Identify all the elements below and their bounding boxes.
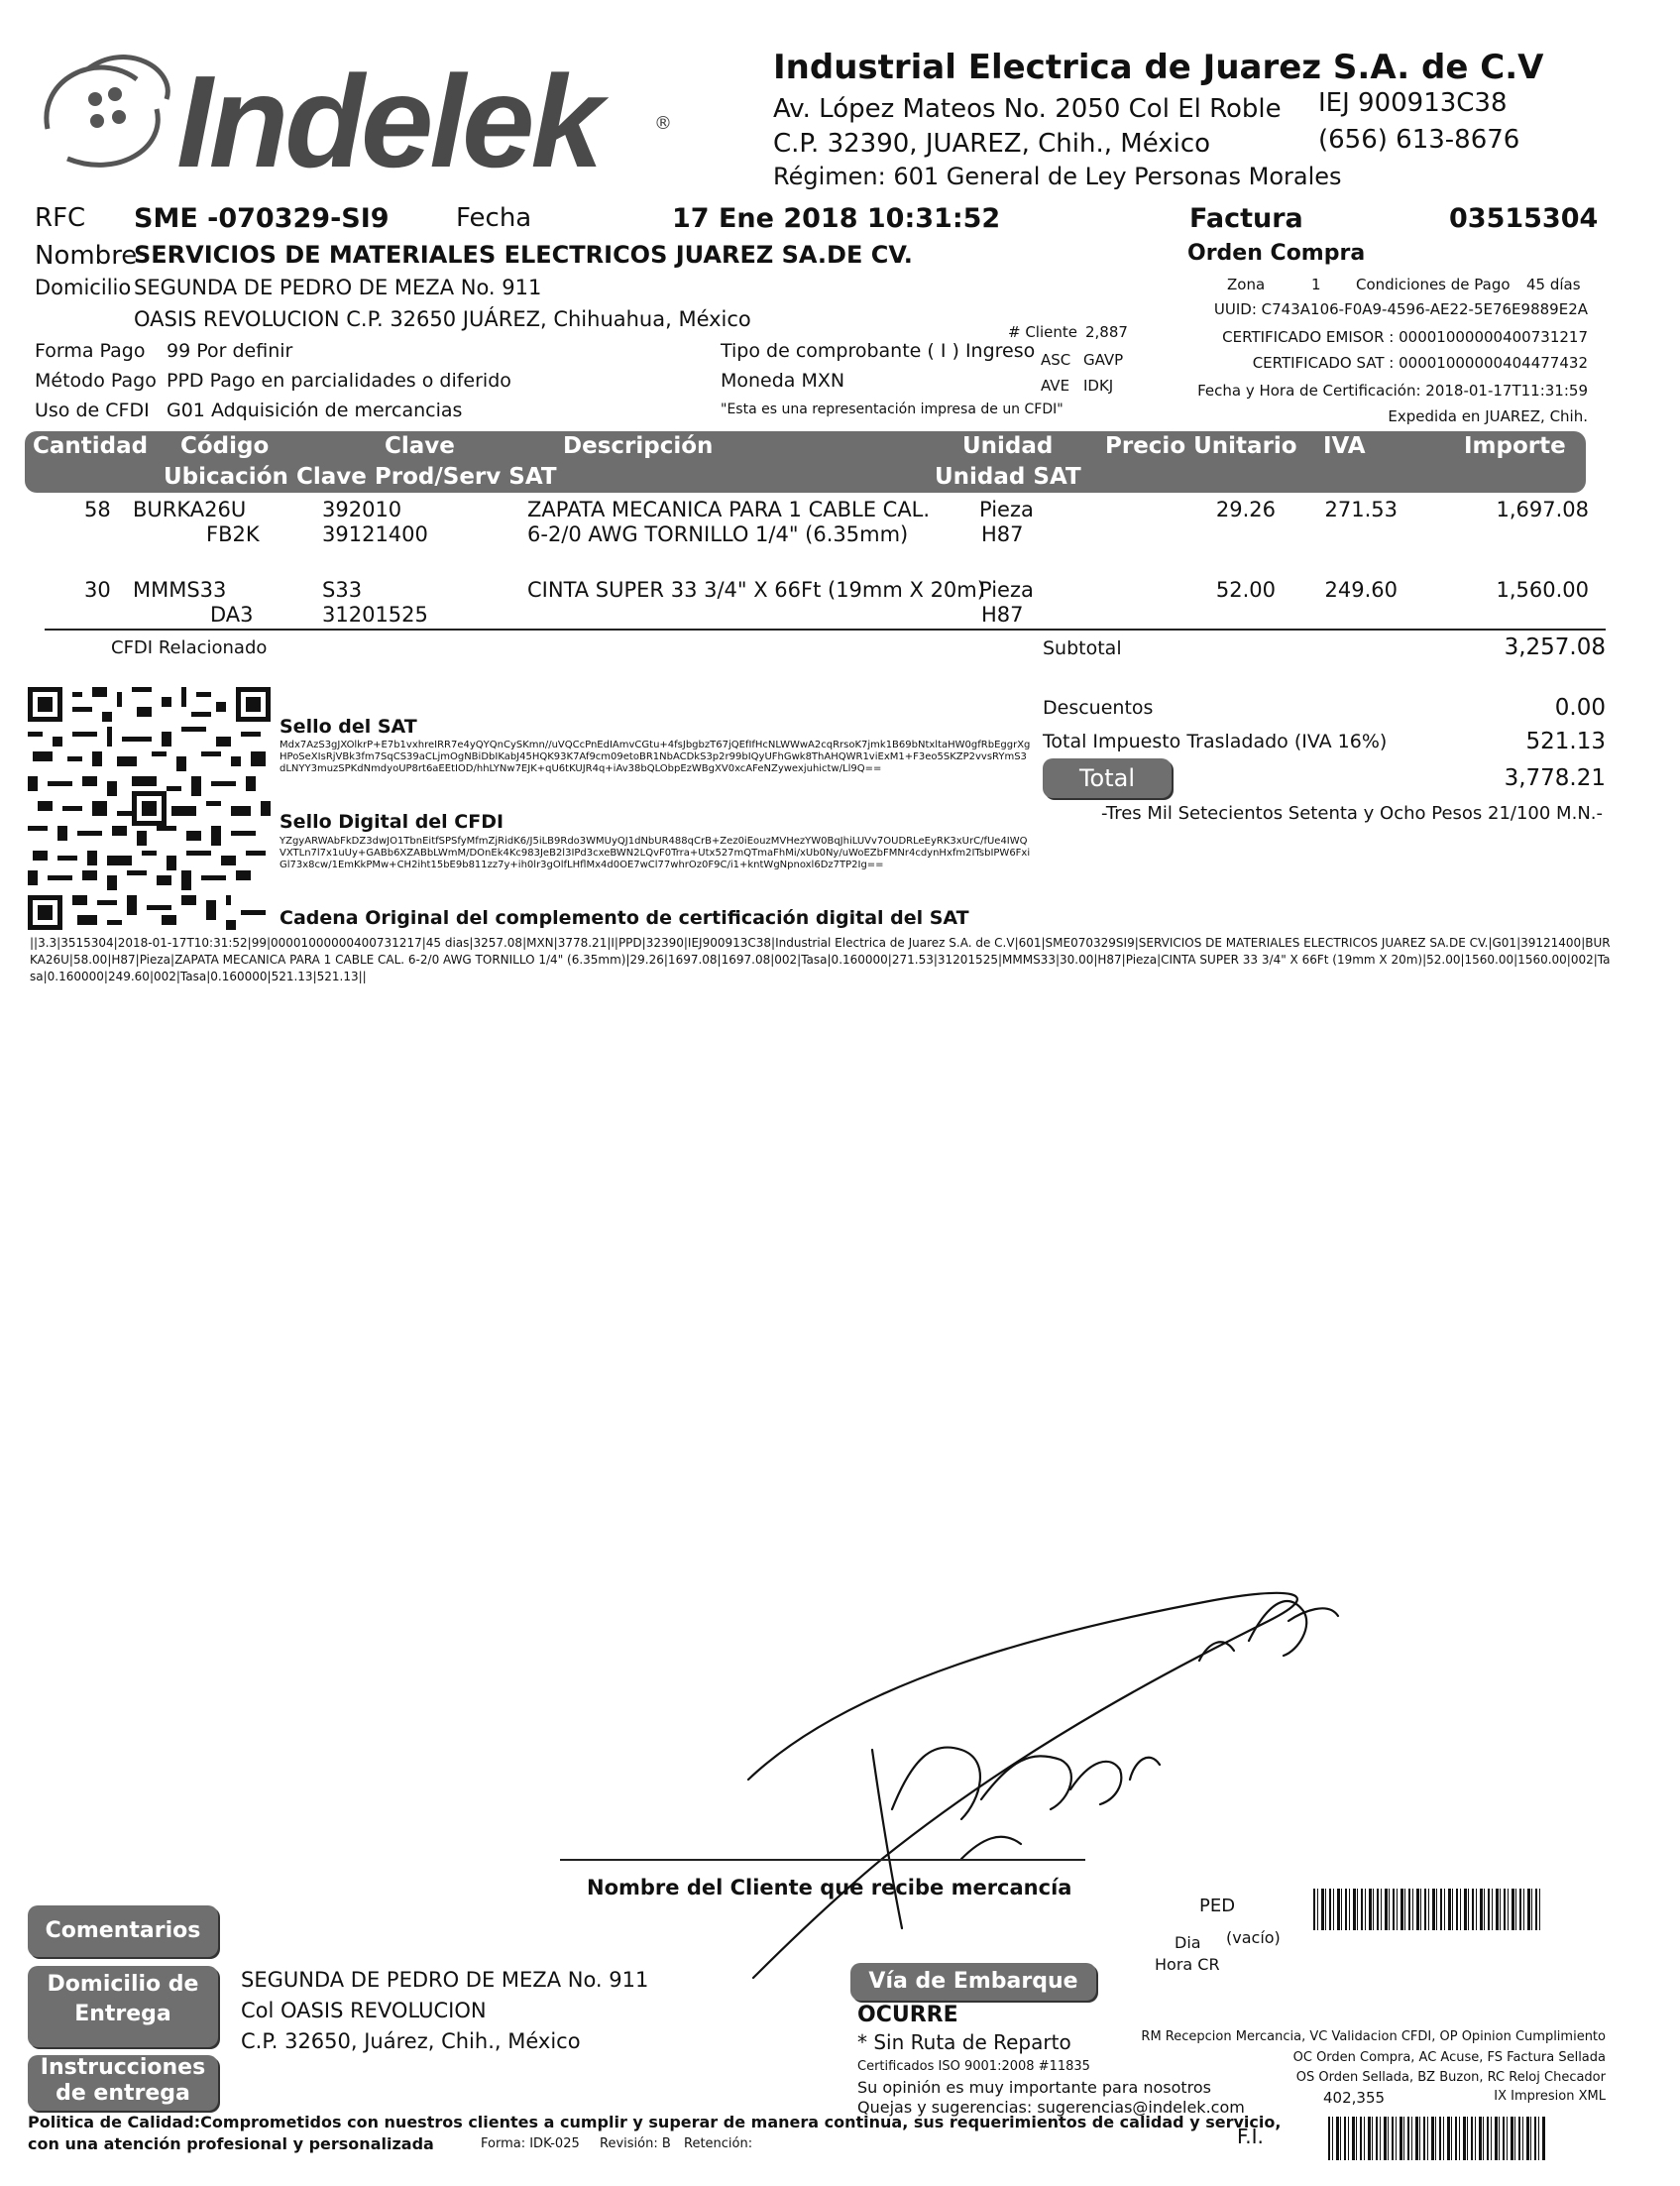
dia-label: Dia	[1175, 1933, 1201, 1952]
cliente-label: # Cliente	[1008, 323, 1077, 341]
cadena-original-text: ||3.3|3515304|2018-01-17T10:31:52|99|00001000000400731217|45 dias|3257.08|MXN|3778.21|I|PPD|32390|IEJ900913C38|Industrial Electrica de Juarez S.A. de C.V|601|SME070329SI9|SERVICIOS DE MATERIALES ELECTRICOS JUAREZ SA.DE CV.|G01|39121400|BURKA26U|58.00|H87|Pieza|ZAPATA MECANICA PARA 1 CABLE CAL. 6-2/0 AWG TORNILLO 1/4" (6.35mm)|29.26|1697.08|1697.08|002|Tasa|0.160000|271.53|31201525|MMMS33|30.00|H87|Pieza|CINTA SUPER 33 3/4" X 66Ft (19mm X 20m)|52.00|1560.00|1560.00|002|Tasa|0.160000|249.60|002|Tasa|0.160000|521.13|521.13||	[30, 936, 1611, 983]
legend-line1: RM Recepcion Mercancia, VC Validacion CFDI, OP Opinion Cumplimiento	[1141, 2029, 1606, 2044]
domicilio-label: Domicilio	[35, 276, 132, 299]
asc-label: ASC	[1041, 351, 1071, 369]
zona-label: Zona	[1227, 276, 1266, 293]
cell-iva: 271.53	[1324, 498, 1398, 521]
cell-cantidad: 58	[84, 498, 111, 521]
cell-unidad-sat: H87	[981, 522, 1024, 546]
entrega-line1: SEGUNDA DE PEDRO DE MEZA No. 911	[241, 1968, 649, 1992]
cell-precio: 29.26	[1215, 498, 1276, 521]
asc-value: GAVP	[1083, 351, 1124, 369]
legend-line3: OS Orden Sellada, BZ Buzon, RC Reloj Checador	[1295, 2070, 1606, 2085]
cell-clave-sat: 31201525	[322, 603, 428, 627]
impuesto-label: Total Impuesto Trasladado (IVA 16%)	[1043, 731, 1388, 752]
qr-code-icon	[28, 687, 271, 930]
cell-descripcion: ZAPATA MECANICA PARA 1 CABLE CAL.	[527, 498, 931, 521]
forma-pago-label: Forma Pago	[35, 340, 146, 362]
company-name: Industrial Electrica de Juarez S.A. de C.V	[773, 48, 1544, 87]
table-header-bar	[25, 431, 1586, 493]
rfc-value: SME -070329-SI9	[134, 203, 390, 234]
retencion: Retención:	[684, 2136, 753, 2151]
expedida-en: Expedida en JUAREZ, Chih.	[1388, 407, 1588, 425]
fecha-certificacion: Fecha y Hora de Certificación: 2018-01-17T11:31:59	[1197, 382, 1588, 400]
dia-value: (vacío)	[1226, 1928, 1281, 1947]
total-letras: -Tres Mil Setecientos Setenta y Ocho Pesos 21/100 M.N.-	[1101, 803, 1603, 824]
cell-unidad-sat: H87	[981, 603, 1024, 627]
sello-cfdi-text: YZgyARWAbFkDZ3dwJO1TbnEitfSPSfyMfmZjRidK6/J5iLB9Rdo3WMUyQJ1dNbUR488qCrB+Zez0iEouzMVHezYW0BqJhiLUVv7OUDRLeEyRK3xUrC/fUe4IWQVXTLn7l7x1uUy+GABb6XZABbLWmM/DOnEk4Kc983JeB2l3IPd3cxeBWN2LQvF0Trra+Utx527mQTmaFhMi/xUb0Ny/uWoEZbFMNr4cdynHxfm2ITsbIPW6FxiGl73x8cw/1EmKkPMw+CH2iht15bE9b811zz7y+ih0lr3gOlfLHflMx4d0OE7wCl77whrOz0F9C/i1+kntWgNpnoxl6Dz7TP2Ig==	[280, 836, 1031, 870]
logo-text: Indelek	[176, 49, 600, 188]
col-codigo: Código	[180, 433, 270, 459]
company-logo	[28, 40, 702, 188]
cell-clave: S33	[322, 578, 363, 602]
uso-cfdi-value: G01 Adquisición de mercancias	[167, 400, 463, 421]
col-clave-sat: Clave Prod/Serv SAT	[296, 464, 557, 490]
cell-clave-sat: 39121400	[322, 522, 428, 546]
sello-sat-text: Mdx7AzS3gJXOlkrP+E7b1vxhreIRR7e4yQYQnCySKmn//uVQCcPnEdIAmvCGtu+4fsJbgbzT67jQEfIfHcNLWWwA2cqRrsoK7jmk1B69bNtxltaHW0gfRbEggrXgHPoSeXIsRjVBk3fm7SqCS39aCLjmOgNBiDbIKabJ45HQK93K7Af9cm09etoBR1NbACDkS3p2r99bIQyUFhGwk8ThAHQWR1viExM1+F3eo5SKZP2vvsRYmS3dLNYY3muzSPKdNmdyoUP8rt6aEEtIOD/hhLYNw7EJK+qU6tKUJR4q+iAv38bQLObpEzWBgXV0xcAFeNZywexjuhictw/Ll9Q==	[280, 740, 1031, 774]
col-ubicacion: Ubicación	[164, 464, 288, 490]
metodo-pago-value: PPD Pago en parcialidades o diferido	[167, 370, 511, 392]
orden-compra-label: Orden Compra	[1187, 241, 1366, 266]
table-divider	[45, 629, 1606, 631]
cell-codigo: MMMS33	[133, 578, 227, 602]
cell-precio: 52.00	[1215, 578, 1276, 602]
tipo-comprobante: Tipo de comprobante ( I ) Ingreso	[721, 340, 1036, 362]
fecha-label: Fecha	[456, 203, 532, 233]
hora-cr-label: Hora CR	[1155, 1955, 1220, 1974]
col-iva: IVA	[1323, 433, 1366, 459]
company-address1: Av. López Mateos No. 2050 Col El Roble	[773, 94, 1282, 124]
total-value: 3,778.21	[1504, 765, 1606, 791]
domicilio-line1: SEGUNDA DE PEDRO DE MEZA No. 911	[134, 276, 542, 299]
domicilio-entrega-label: Domicilio de Entrega	[28, 1966, 218, 2047]
via-embarque-label: Vía de Embarque	[850, 1963, 1096, 2001]
instrucciones-entrega-label: Instrucciones de entrega	[28, 2055, 218, 2111]
cliente-value: 2,887	[1085, 323, 1128, 341]
uuid: UUID: C743A106-F0A9-4596-AE22-5E76E9889E2A	[1213, 300, 1588, 318]
ocurre: OCURRE	[857, 2003, 958, 2027]
revision: Revisión: B	[600, 2136, 671, 2151]
factura-label: Factura	[1189, 203, 1303, 234]
col-unidad-sat: Unidad SAT	[935, 464, 1081, 490]
cadena-original-label: Cadena Original del complemento de certificación digital del SAT	[280, 907, 969, 929]
company-address2: C.P. 32390, JUAREZ, Chih., México	[773, 129, 1211, 159]
fecha-value: 17 Ene 2018 10:31:52	[672, 203, 1001, 234]
company-rfc: IEJ 900913C38	[1318, 88, 1508, 118]
entrega-line2: Col OASIS REVOLUCION	[241, 1999, 487, 2022]
company-regimen: Régimen: 601 General de Ley Personas Morales	[773, 163, 1342, 190]
legend-line2: OC Orden Compra, AC Acuse, FS Factura Sellada	[1292, 2050, 1606, 2065]
cell-unidad: Pieza	[979, 498, 1034, 521]
forma-pago-value: 99 Por definir	[167, 340, 293, 362]
col-clave: Clave	[385, 433, 455, 459]
col-descripcion: Descripción	[563, 433, 714, 459]
politica-calidad	[28, 2113, 1281, 2131]
metodo-pago-label: Método Pago	[35, 370, 157, 392]
politica-text-2: con una atención profesional y personalizada	[28, 2134, 434, 2153]
subtotal-value: 3,257.08	[1504, 634, 1606, 660]
barcode-bottom	[1328, 2117, 1546, 2160]
politica-text: Comprometidos con nuestros clientes a cumplir y superar de manera continua, sus requerimientos de calidad y servicio,	[200, 2113, 1282, 2131]
opinion-line1: Su opinión es muy importante para nosotros	[857, 2078, 1212, 2097]
sello-cfdi-label: Sello Digital del CFDI	[280, 811, 504, 833]
fi-label: F.I.	[1237, 2125, 1264, 2148]
cell-ubicacion: DA3	[210, 603, 254, 627]
total-label: Total	[1043, 758, 1172, 798]
cell-descripcion: CINTA SUPER 33 3/4" X 66Ft (19mm X 20m)	[527, 578, 985, 602]
cell-codigo: BURKA26U	[133, 498, 247, 521]
signature-line	[560, 1859, 1085, 1861]
cfdi-relacionado: CFDI Relacionado	[111, 637, 268, 658]
politica-label: Politica de Calidad:	[28, 2113, 201, 2131]
representacion-impresa: "Esta es una representación impresa de un CFDI"	[721, 402, 1064, 417]
opinion-line2: Quejas y sugerencias: sugerencias@indelek.com	[857, 2098, 1245, 2117]
company-phone: (656) 613-8676	[1318, 125, 1520, 155]
certificado-sat: CERTIFICADO SAT : 00001000000404477432	[1252, 354, 1588, 372]
sin-ruta: * Sin Ruta de Reparto	[857, 2030, 1071, 2054]
cell-importe: 1,560.00	[1496, 578, 1589, 602]
ave-label: AVE	[1041, 377, 1070, 395]
ave-value: IDKJ	[1083, 377, 1114, 395]
cell-iva: 249.60	[1324, 578, 1398, 602]
nombre-value: SERVICIOS DE MATERIALES ELECTRICOS JUAREZ SA.DE CV.	[134, 241, 913, 269]
logo-swirl-icon	[28, 40, 702, 188]
nombre-cliente-recibe: Nombre del Cliente que recibe mercancía	[587, 1876, 1072, 1899]
col-cantidad: Cantidad	[33, 433, 149, 459]
cell-unidad: Pieza	[979, 578, 1034, 602]
cell-ubicacion: FB2K	[206, 522, 260, 546]
domicilio-line2: OASIS REVOLUCION C.P. 32650 JUÁREZ, Chihuahua, México	[134, 307, 751, 331]
moneda: Moneda MXN	[721, 370, 845, 392]
descuentos-label: Descuentos	[1043, 697, 1154, 719]
ped-label: PED	[1199, 1896, 1236, 1916]
cell-clave: 392010	[322, 498, 402, 521]
factura-value: 03515304	[1449, 203, 1599, 234]
forma-code: Forma: IDK-025	[481, 2136, 580, 2151]
condiciones-value: 45 días	[1526, 276, 1581, 293]
certificado-emisor: CERTIFICADO EMISOR : 00001000000400731217	[1222, 328, 1588, 346]
barcode-top	[1313, 1889, 1541, 1930]
rfc-label: RFC	[35, 203, 86, 233]
uso-cfdi-label: Uso de CFDI	[35, 400, 150, 421]
zona-value: 1	[1311, 276, 1321, 293]
qr-code	[28, 687, 271, 930]
signature-drawing	[733, 1561, 1348, 1988]
entrega-line3: C.P. 32650, Juárez, Chih., México	[241, 2029, 581, 2053]
col-importe: Importe	[1464, 433, 1566, 459]
legend-number: 402,355	[1323, 2089, 1386, 2107]
nombre-label: Nombre	[35, 241, 138, 271]
descuentos-value: 0.00	[1554, 695, 1606, 721]
certificados-iso: Certificados ISO 9001:2008 #11835	[857, 2059, 1090, 2074]
col-precio-unitario: Precio Unitario	[1105, 433, 1297, 459]
subtotal-label: Subtotal	[1043, 637, 1122, 659]
cell-cantidad: 30	[84, 578, 111, 602]
svg-text:®: ®	[654, 113, 672, 134]
impuesto-value: 521.13	[1525, 729, 1606, 754]
condiciones-label: Condiciones de Pago	[1356, 276, 1511, 293]
comentarios-label: Comentarios	[28, 1905, 218, 1957]
legend-line4: IX Impresion XML	[1494, 2089, 1606, 2104]
sello-sat-label: Sello del SAT	[280, 716, 417, 738]
col-unidad: Unidad	[962, 433, 1054, 459]
cell-importe: 1,697.08	[1496, 498, 1589, 521]
cell-descripcion-2: 6-2/0 AWG TORNILLO 1/4" (6.35mm)	[527, 522, 909, 546]
